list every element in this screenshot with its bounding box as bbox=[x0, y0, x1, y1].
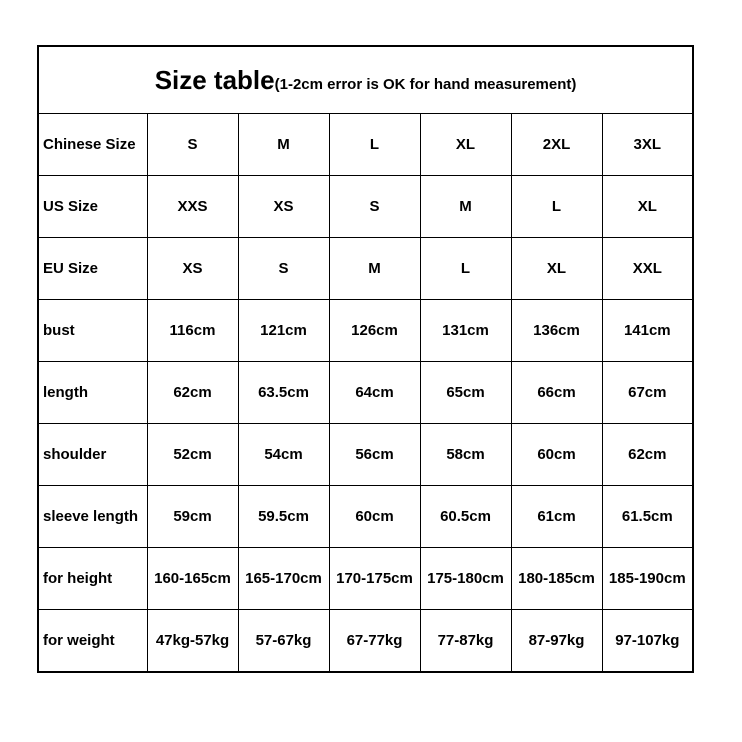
table-cell: 131cm bbox=[420, 300, 511, 362]
table-cell: XS bbox=[147, 238, 238, 300]
table-cell: 59cm bbox=[147, 486, 238, 548]
table-cell: 67cm bbox=[602, 362, 693, 424]
table-row-bust bbox=[38, 300, 693, 362]
table-title bbox=[38, 46, 693, 114]
table-cell: 185-190cm bbox=[602, 548, 693, 610]
table-cell: M bbox=[329, 238, 420, 300]
table-cell: 136cm bbox=[511, 300, 602, 362]
row-label: bust bbox=[38, 300, 147, 362]
table-cell: 59.5cm bbox=[238, 486, 329, 548]
table-cell: 60.5cm bbox=[420, 486, 511, 548]
table-cell: M bbox=[420, 176, 511, 238]
row-label: for weight bbox=[38, 610, 147, 673]
table-cell: XS bbox=[238, 176, 329, 238]
table-cell: 54cm bbox=[238, 424, 329, 486]
size-table-body bbox=[38, 46, 693, 672]
row-label: US Size bbox=[38, 176, 147, 238]
row-label: shoulder bbox=[38, 424, 147, 486]
table-cell: 175-180cm bbox=[420, 548, 511, 610]
table-row-sleeve-length bbox=[38, 486, 693, 548]
row-label: EU Size bbox=[38, 238, 147, 300]
table-cell: 66cm bbox=[511, 362, 602, 424]
table-cell: L bbox=[511, 176, 602, 238]
table-cell: 126cm bbox=[329, 300, 420, 362]
table-cell: S bbox=[329, 176, 420, 238]
table-cell: 47kg-57kg bbox=[147, 610, 238, 673]
table-title-main: Size table bbox=[154, 64, 275, 95]
table-cell: 56cm bbox=[329, 424, 420, 486]
table-cell: 61cm bbox=[511, 486, 602, 548]
table-cell: 2XL bbox=[511, 114, 602, 176]
table-cell: 160-165cm bbox=[147, 548, 238, 610]
table-cell: 60cm bbox=[511, 424, 602, 486]
table-cell: 64cm bbox=[329, 362, 420, 424]
table-row-length bbox=[38, 362, 693, 424]
table-cell: 165-170cm bbox=[238, 548, 329, 610]
table-row-for-height bbox=[38, 548, 693, 610]
table-cell: 170-175cm bbox=[329, 548, 420, 610]
table-title-note: (1-2cm error is OK for hand measurement) bbox=[274, 75, 577, 93]
table-row-eu-size bbox=[38, 238, 693, 300]
table-cell: 87-97kg bbox=[511, 610, 602, 673]
table-cell: 116cm bbox=[147, 300, 238, 362]
table-cell: XXL bbox=[602, 238, 693, 300]
table-cell: 63.5cm bbox=[238, 362, 329, 424]
table-row-us-size bbox=[38, 176, 693, 238]
table-cell: XXS bbox=[147, 176, 238, 238]
table-cell: XL bbox=[511, 238, 602, 300]
title-row bbox=[38, 46, 693, 114]
table-cell: 77-87kg bbox=[420, 610, 511, 673]
row-label: for height bbox=[38, 548, 147, 610]
table-row-for-weight bbox=[38, 610, 693, 673]
table-cell: 60cm bbox=[329, 486, 420, 548]
table-cell: 97-107kg bbox=[602, 610, 693, 673]
size-table bbox=[37, 45, 694, 673]
table-cell: XL bbox=[602, 176, 693, 238]
table-row-chinese-size bbox=[38, 114, 693, 176]
table-cell: 62cm bbox=[147, 362, 238, 424]
table-cell: 65cm bbox=[420, 362, 511, 424]
table-cell: 121cm bbox=[238, 300, 329, 362]
table-cell: M bbox=[238, 114, 329, 176]
table-cell: 180-185cm bbox=[511, 548, 602, 610]
table-cell: 62cm bbox=[602, 424, 693, 486]
row-label: Chinese Size bbox=[38, 114, 147, 176]
table-cell: S bbox=[147, 114, 238, 176]
table-cell: 61.5cm bbox=[602, 486, 693, 548]
table-cell: 52cm bbox=[147, 424, 238, 486]
row-label: length bbox=[38, 362, 147, 424]
row-label: sleeve length bbox=[38, 486, 147, 548]
table-cell: 67-77kg bbox=[329, 610, 420, 673]
table-cell: L bbox=[329, 114, 420, 176]
table-cell: 3XL bbox=[602, 114, 693, 176]
table-cell: 58cm bbox=[420, 424, 511, 486]
table-cell: 141cm bbox=[602, 300, 693, 362]
table-cell: L bbox=[420, 238, 511, 300]
table-cell: XL bbox=[420, 114, 511, 176]
table-row-shoulder bbox=[38, 424, 693, 486]
table-cell: 57-67kg bbox=[238, 610, 329, 673]
table-cell: S bbox=[238, 238, 329, 300]
